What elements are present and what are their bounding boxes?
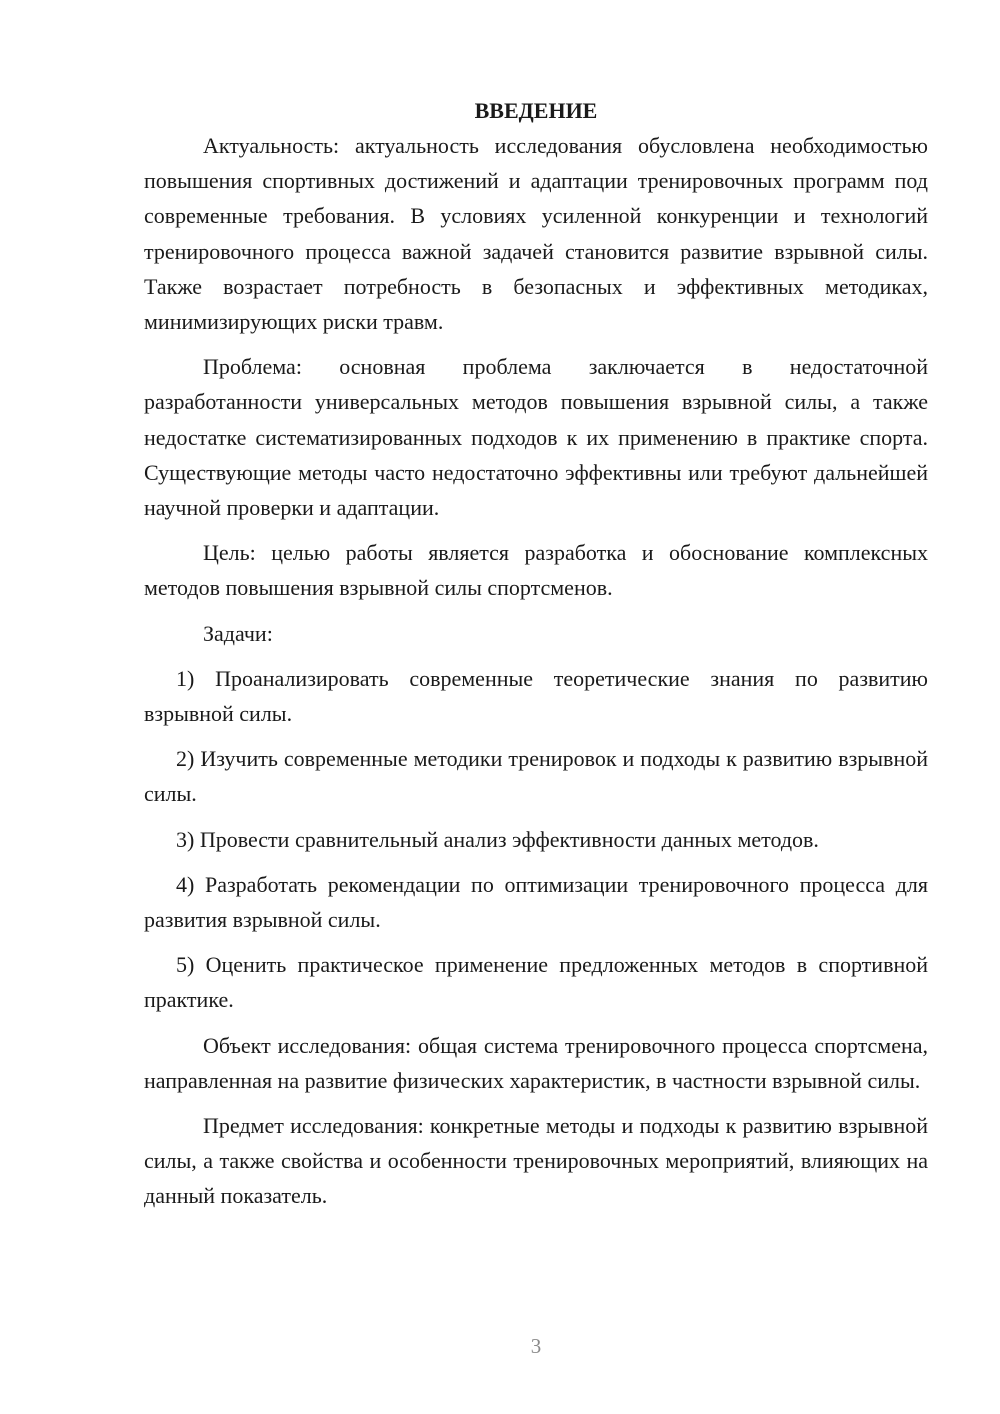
- relevance-paragraph: Актуальность: актуальность исследования обусловлена необходимостью повышения спортивных достижений и адаптации тренировочных программ под современные требования. В условиях усиленной конкуренции и технологий тренировочного процесса важной задачей становится развитие взрывной силы. Также возрастает потребность в безопасных и эффективных методиках, минимизирующих риски травм.: [144, 133, 928, 335]
- task-item: 5) Оценить практическое применение предложенных методов в спортивной практике.: [144, 952, 928, 1013]
- problem-paragraph: Проблема: основная проблема заключается в недостаточной разработанности универсальных методов повышения взрывной силы, а также недостатке систематизированных подходов к их применению в практике спорта. Существующие методы часто недостаточно эффективны или требуют дальнейшей научной проверки и адаптации.: [144, 354, 928, 521]
- task-item: 1) Проанализировать современные теоретические знания по развитию взрывной силы.: [144, 665, 928, 727]
- document-body: [144, 93, 928, 1214]
- goal-paragraph: Цель: целью работы является разработка и обоснование комплексных методов повышения взрывной силы спортсменов.: [144, 540, 928, 601]
- subject-paragraph: Предмет исследования: конкретные методы и подходы к развитию взрывной силы, а также свойства и особенности тренировочных мероприятий, влияющих на данный показатель.: [144, 1113, 928, 1209]
- task-item: 2) Изучить современные методики тренировок и подходы к развитию взрывной силы.: [144, 746, 928, 807]
- task-item: 3) Провести сравнительный анализ эффективности данных методов.: [176, 826, 819, 852]
- object-paragraph: Объект исследования: общая система тренировочного процесса спортсмена, направленная на развитие физических характеристик, в частности взрывной силы.: [144, 1032, 928, 1093]
- page-number: 3: [530, 1334, 542, 1358]
- tasks-label: Задачи:: [203, 620, 273, 646]
- task-item: 4) Разработать рекомендации по оптимизации тренировочного процесса для развития взрывной силы.: [144, 871, 928, 933]
- section-heading: ВВЕДЕНИЕ: [474, 98, 598, 123]
